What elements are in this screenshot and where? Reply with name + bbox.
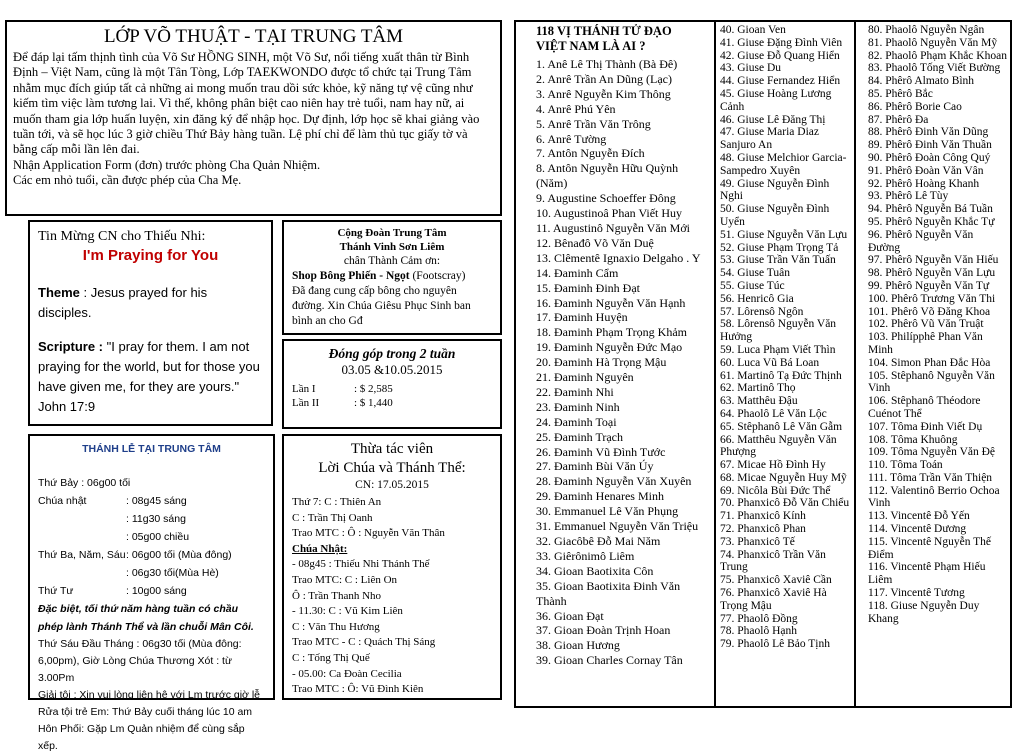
saint-item: 39. Gioan Charles Cornay Tân	[536, 653, 683, 668]
saint-item: 12. Bênađô Võ Văn Duệ	[536, 235, 654, 250]
donation-box	[282, 339, 502, 429]
minister-line: Thứ 7: C : Thiên An	[292, 496, 382, 508]
saint-item: 103. Philípphê Phan Văn Minh	[868, 331, 983, 356]
martial-arts-class-box	[5, 20, 502, 216]
saint-item: 108. Tôma Khuông	[868, 433, 958, 446]
class-parent-note: Các em nhỏ tuổi, cần được phép của Cha Mẹ.	[13, 173, 242, 188]
minister-line: - 05.00: Ca Đoàn Cecilia	[292, 667, 402, 680]
community-body: Đã đang cung cấp bông cho nguyên đường. Xin Chúa Giêsu Phục Sinh ban bình an cho Gđ	[292, 285, 471, 327]
saint-item: 21. Đaminh Nguyên	[536, 370, 634, 385]
saint-item: 111. Tôma Trần Văn Thiện	[868, 471, 993, 484]
saint-item: 1. Anê Lê Thị Thành (Bà Đê)	[536, 57, 678, 71]
kids-scripture	[38, 337, 263, 417]
saint-item: 73. Phanxicô Tế	[720, 535, 795, 548]
class-application-note: Nhận Application Form (đơn) trước phòng Cha Quản Nhiệm.	[13, 157, 321, 172]
saint-item: 72. Phanxicô Phan	[720, 523, 806, 536]
saint-item: 112. Valentinô Berrio Ochoa Vinh	[868, 484, 1000, 510]
saint-item: 85. Phêrô Bắc	[868, 87, 933, 100]
minister-line: - 08g45 : Thiếu Nhi Thánh Thể	[292, 558, 430, 571]
kids-title: I'm Praying for You	[82, 247, 219, 264]
shop-line	[292, 269, 492, 284]
saint-item: 56. Henricô Gia	[720, 292, 794, 305]
saint-item: 83. Phaolô Tống Viết Bường	[868, 62, 1001, 75]
minister-line: Trao MTC: C : Liên On	[292, 573, 398, 586]
saint-item: 60. Luca Vũ Bá Loan	[720, 356, 820, 369]
saint-item: 86. Phêrô Borie Cao	[868, 100, 962, 113]
saint-item: 37. Gioan Đoàn Trịnh Hoan	[536, 623, 671, 638]
saint-item: 106. Stêphanô Théodore Cuénot Thể	[868, 395, 981, 420]
saint-item: 76. Phanxicô Xaviê Hà Trọng Mậu	[720, 587, 827, 612]
ministers-title1: Thừa tác viên	[350, 441, 434, 457]
saint-item: 14. Đaminh Cẩm	[536, 265, 619, 280]
saints-col3	[856, 22, 1010, 706]
saint-item: 4. Anrê Phú Yên	[536, 101, 616, 116]
saint-item: 61. Martinô Tạ Đức Thịnh	[720, 369, 842, 382]
saint-item: 65. Stêphanô Lê Văn Gẫm	[720, 420, 843, 433]
donation-row	[292, 396, 492, 410]
saint-item: 23. Đaminh Ninh	[536, 399, 620, 414]
ministers-box	[282, 434, 502, 700]
saint-item: 34. Gioan Baotixita Côn	[536, 563, 654, 578]
saint-item: 84. Phêrô Almato Bình	[868, 75, 975, 88]
saint-item: 80. Phaolô Nguyễn Ngân	[868, 24, 985, 36]
mass-schedule-box	[28, 434, 275, 752]
saint-item: 118. Giuse Nguyễn Duy Khang	[868, 599, 980, 625]
saint-item: 100. Phêrô Trương Văn Thi	[868, 292, 996, 305]
saint-item: 24. Đaminh Toại	[536, 414, 617, 429]
saint-item: 81. Phaolô Nguyễn Văn Mỹ	[868, 36, 998, 49]
saints-title1: 118 VỊ THÁNH TỬ ĐẠO	[536, 24, 672, 38]
saint-item: 68. Micae Nguyễn Huy Mỹ	[720, 471, 847, 484]
saint-item: 41. Giuse Đặng Đình Viên	[720, 36, 843, 49]
saint-item: 79. Phaolô Lê Bảo Tịnh	[720, 638, 830, 651]
saint-item: 27. Đaminh Bùi Văn Úy	[536, 459, 654, 474]
donation-label: Lần I	[292, 383, 316, 395]
saint-item: 90. Phêrô Đoàn Công Quý	[868, 151, 991, 164]
saint-item: 105. Stêphanô Nguyễn Văn Vinh	[868, 369, 995, 395]
saint-item: 89. Phêrô Đinh Văn Thuần	[868, 139, 992, 152]
saint-item: 31. Emmanuel Nguyễn Văn Triệu	[536, 519, 699, 534]
saint-item: 116. Vincentê Phạm Hiếu Liêm	[868, 561, 986, 587]
ministers-lines	[292, 495, 492, 698]
saint-item: 117. Vincentê Tương	[868, 587, 965, 600]
saint-item: 10. Augustinoâ Phan Viết Huy	[536, 206, 683, 221]
shop-name: Shop Bông Phiến - Ngọt	[292, 270, 410, 282]
saint-item: 20. Đaminh Hà Trọng Mậu	[536, 355, 667, 370]
class-title: LỚP VÕ THUẬT - TẠI TRUNG TÂM	[103, 26, 404, 47]
minister-line: - 11.30: C : Vũ Kim Liên	[292, 605, 403, 618]
saint-item: 54. Giuse Tuân	[720, 267, 790, 280]
saint-item: 95. Phêrô Nguyễn Khắc Tự	[868, 215, 995, 228]
mass-extra-line: Hôn Phối: Gặp Lm Quản nhiệm để cùng sắp xếp.	[38, 723, 245, 752]
mass-day: Thứ Ba, Năm, Sáu	[38, 549, 126, 561]
mass-time: : 06g30 tối(Mùa Hè)	[126, 567, 219, 579]
saints-box	[514, 20, 1012, 708]
theme-label: Theme	[38, 285, 80, 300]
saint-item: 104. Simon Phan Đắc Hòa	[868, 356, 991, 369]
mass-day	[38, 528, 126, 546]
saint-item: 44. Giuse Fernandez Hiển	[720, 75, 841, 88]
saint-item: 115. Vincentê Nguyễn Thế Điểm	[868, 535, 992, 561]
saint-item: 74. Phanxicô Trần Văn Trung	[720, 548, 826, 574]
saint-item: 35. Gioan Baotixita Đinh Văn Thành	[536, 578, 681, 608]
mass-time-row	[38, 582, 265, 600]
saint-item: 52. Giuse Phạm Trọng Tả	[720, 241, 839, 254]
saint-item: 110. Tôma Toán	[868, 459, 943, 472]
mass-time: : 10g00 sáng	[126, 585, 187, 597]
saint-item: 22. Đaminh Nhi	[536, 384, 614, 399]
saint-item: 46. Giuse Lê Đăng Thị	[720, 113, 826, 126]
minister-line: Trao MTC : Ô : Nguyễn Văn Thân	[292, 527, 445, 540]
saint-item: 40. Gioan Ven	[720, 24, 786, 36]
minister-line: Trao MTC : Ô: Vũ Đình Kiên	[292, 683, 424, 696]
ministers-date: CN: 17.05.2015	[355, 479, 429, 491]
saint-item: 43. Giuse Du	[720, 62, 782, 75]
saints-list-1	[536, 57, 710, 668]
community-line2: Thánh Vinh Sơn Liêm	[339, 241, 445, 253]
saints-title2: VIỆT NAM LÀ AI ?	[536, 39, 646, 53]
saint-item: 102. Phêrô Vũ Văn Truật	[868, 318, 984, 331]
mass-time: : 06g00 tối (Mùa đông)	[126, 549, 232, 561]
minister-line: C : Văn Thu Hương	[292, 620, 380, 633]
saint-item: 78. Phaolô Hạnh	[720, 625, 797, 638]
mass-time-row	[38, 528, 265, 546]
community-thanks-box	[282, 220, 502, 335]
saint-item: 94. Phêrô Nguyễn Bá Tuần	[868, 203, 993, 216]
saint-item: 36. Gioan Đạt	[536, 608, 604, 623]
saint-item: 26. Đaminh Vũ Đình Tước	[536, 444, 666, 459]
saint-item: 28. Đaminh Nguyễn Văn Xuyên	[536, 474, 692, 489]
donation-value: : $ 2,585	[354, 383, 393, 395]
mass-time-row	[38, 474, 265, 492]
saint-item: 30. Emmanuel Lê Văn Phụng	[536, 504, 679, 519]
saint-item: 62. Martinô Thọ	[720, 382, 796, 395]
saint-item: 18. Đaminh Phạm Trọng Khảm	[536, 325, 688, 340]
saint-item: 91. Phêrô Đoàn Văn Vân	[868, 164, 984, 177]
saint-item: 59. Luca Phạm Viết Thìn	[720, 343, 836, 356]
minister-line: Ô : Trần Thanh Nho	[292, 589, 382, 602]
minister-line: C : Tống Thị Quế	[292, 651, 370, 664]
saint-item: 9. Augustine Schoeffer Đông	[536, 191, 676, 206]
saint-item: 38. Gioan Hương	[536, 638, 620, 653]
minister-line: Chúa Nhật:	[292, 542, 348, 555]
saint-item: 32. Giacôbê Đỗ Mai Năm	[536, 534, 661, 548]
mass-time: : 05g00 chiều	[126, 531, 190, 543]
saint-item: 6. Anrê Tường	[536, 131, 607, 146]
mass-day: Thứ Bảy : 06g00 tối	[38, 477, 131, 489]
saint-item: 13. Clêmentê Ignaxio Delgaho . Y	[536, 250, 701, 265]
mass-day	[38, 510, 126, 528]
saint-item: 113. Vincentê Đỗ Yến	[868, 510, 970, 523]
mass-day: Chúa nhật	[38, 495, 87, 507]
saint-item: 3. Anrê Nguyễn Kim Thông	[536, 86, 671, 101]
mass-title: THÁNH LỄ TẠI TRUNG TÂM	[82, 443, 221, 455]
mass-time-row	[38, 564, 265, 582]
saints-list-2	[720, 24, 851, 651]
theme-text: : Jesus prayed for his disciples.	[38, 285, 208, 320]
mass-time: : 08g45 sáng	[126, 495, 187, 507]
saint-item: 87. Phêrô Đa	[868, 113, 929, 126]
shop-location: (Footscray)	[409, 270, 466, 282]
scripture-text: "I pray for them. I am not praying for the world, but for those you have given me, for they are yours." John 17:9	[38, 339, 260, 414]
mass-extra-line: Giải tội : Xin vui lòng liên hệ với Lm trước giờ lễ	[38, 689, 261, 701]
saint-item: 47. Giuse Maria Diaz Sanjuro An	[720, 126, 819, 152]
community-line1: Cộng Đoàn Trung Tâm	[337, 227, 447, 239]
saint-item: 50. Giuse Nguyễn Đình Uyển	[720, 203, 830, 228]
donation-title: Đóng góp trong 2 tuần	[328, 346, 456, 361]
saint-item: 63. Matthêu Đậu	[720, 395, 798, 408]
saint-item: 57. Lôrensô Ngôn	[720, 305, 804, 318]
donation-label: Lần II	[292, 397, 320, 409]
mass-extra-line: Rửa tội trẻ Em: Thứ Bảy cuối tháng lúc 10 am	[38, 706, 253, 718]
saint-item: 55. Giuse Túc	[720, 279, 785, 292]
saint-item: 33. Giêrônimô Liêm	[536, 548, 635, 563]
saint-item: 16. Đaminh Nguyễn Văn Hạnh	[536, 295, 686, 310]
donation-dates: 03.05 &10.05.2015	[341, 362, 443, 377]
saint-item: 99. Phêrô Nguyễn Văn Tự	[868, 279, 990, 292]
saint-item: 45. Giuse Hoàng Lương Cảnh	[720, 87, 832, 113]
saint-item: 25. Đaminh Trạch	[536, 429, 623, 444]
saint-item: 93. Phêrô Lê Tùy	[868, 190, 949, 203]
saint-item: 66. Matthêu Nguyễn Văn Phượng	[720, 433, 837, 459]
donation-rows	[292, 382, 492, 410]
saint-item: 70. Phanxicô Đỗ Văn Chiểu	[720, 497, 850, 510]
saint-item: 71. Phanxicô Kính	[720, 510, 806, 523]
mass-time-row	[38, 546, 265, 564]
saint-item: 19. Đaminh Nguyễn Đức Mạo	[536, 340, 683, 355]
saint-item: 64. Phaolô Lê Văn Lộc	[720, 407, 827, 420]
saint-item: 75. Phanxicô Xaviê Cần	[720, 574, 832, 587]
saint-item: 48. Giuse Melchior Garcia-Sampedro Xuyên	[720, 151, 847, 177]
mass-day: Thứ Tư	[38, 585, 74, 597]
saint-item: 97. Phêrô Nguyễn Văn Hiếu	[868, 254, 999, 267]
saint-item: 98. Phêrô Nguyễn Văn Lựu	[868, 267, 996, 280]
mass-extra	[38, 636, 265, 755]
saint-item: 92. Phêrô Hoàng Khanh	[868, 177, 980, 190]
saint-item: 82. Phaolô Phạm Khắc Khoan	[868, 49, 1007, 62]
saints-list-3	[868, 24, 1007, 625]
mass-day	[38, 564, 126, 582]
mass-extra-line: Thứ Sáu Đầu Tháng : 06g30 tối (Mùa đông: 6,00pm), Giờ Lòng Chúa Thương Xót : từ 3.00Pm	[38, 638, 242, 684]
saint-item: 58. Lôrensô Nguyễn Văn Hưởng	[720, 318, 837, 344]
saint-item: 51. Giuse Nguyễn Văn Lựu	[720, 228, 848, 241]
community-line3: chân Thành Cảm ơn:	[343, 255, 441, 267]
saints-col2	[716, 22, 856, 706]
kids-heading: Tin Mừng CN cho Thiếu Nhi:	[38, 229, 206, 244]
saint-item: 49. Giuse Nguyễn Đình Nghi	[720, 177, 830, 203]
saint-item: 77. Phaolô Đồng	[720, 612, 798, 625]
saint-item: 2. Anrê Trần An Dũng (Lạc)	[536, 71, 672, 86]
mass-time-row	[38, 510, 265, 528]
mass-time: : 11g30 sáng	[126, 513, 186, 525]
kids-theme	[38, 283, 263, 323]
saints-col1	[516, 22, 716, 706]
mass-adoration: Đặc biệt, tối thứ năm hàng tuần có chầu phép lành Thánh Thể và lần chuỗi Mân Côi.	[38, 603, 254, 633]
saint-item: 53. Giuse Trần Văn Tuấn	[720, 254, 836, 267]
saint-item: 88. Phêrô Đinh Văn Dũng	[868, 126, 989, 139]
saint-item: 101. Phêrô Võ Đăng Khoa	[868, 305, 991, 318]
scripture-label: Scripture :	[38, 339, 104, 354]
saint-item: 109. Tôma Nguyễn Văn Đệ	[868, 446, 996, 459]
class-body: Để đáp lại tấm thịnh tình của Võ Sư HỒNG SINH, một Võ Sư, nổi tiếng xuất thân từ Bình Định – Việt Nam, cũng là một Tân Tòng, Lớp TAEKWONDO được tổ chức tại Trung Tâm nhằm mục đích giúp tất cả những ai mong muốn trau dồi sức khỏe, kỹ năng tự vệ cũng như kiếm tìm việc làm tương lai. Vì thế, không phân biệt cao niên hay trẻ tuổi, nam hay nữ, ai muốn tham gia lớp huấn luyện, xin đăng ký để nhập học. Dự định, lớp học sẽ khai giảng vào tuần tới, và sẽ học lúc 3 giờ chiều Thứ Bảy hàng tuần. Lệ phí chỉ để làm thủ tục giấy tờ và bằng cấp mỗi lần lên đai.	[13, 50, 480, 157]
saint-item: 29. Đaminh Henares Minh	[536, 489, 664, 504]
saint-item: 15. Đaminh Đinh Đạt	[536, 280, 640, 295]
mass-lines	[38, 474, 265, 600]
saint-item: 5. Anrê Trần Văn Trông	[536, 116, 651, 131]
donation-value: : $ 1,440	[354, 397, 393, 409]
kids-gospel-box	[28, 220, 273, 426]
saint-item: 67. Micae Hồ Đình Hy	[720, 459, 826, 472]
ministers-title2: Lời Chúa và Thánh Thể:	[318, 460, 466, 476]
donation-row	[292, 382, 492, 396]
saint-item: 96. Phêrô Nguyễn Văn Đường	[868, 228, 974, 254]
saint-item: 8. Antôn Nguyễn Hữu Quỳnh (Năm)	[536, 161, 679, 191]
minister-line: C : Trần Thị Oanh	[292, 511, 373, 524]
saint-item: 11. Augustinô Nguyễn Văn Mới	[536, 220, 691, 235]
saint-item: 107. Tôma Đinh Viết Dụ	[868, 420, 983, 433]
saint-item: 69. Nicôla Bùi Đức Thể	[720, 484, 831, 497]
saint-item: 17. Đaminh Huyện	[536, 310, 628, 325]
mass-time-row	[38, 492, 265, 510]
saint-item: 42. Giuse Đỗ Quang Hiển	[720, 49, 840, 62]
saint-item: 114. Vincentê Dương	[868, 523, 967, 536]
saint-item: 7. Antôn Nguyễn Đích	[536, 146, 645, 161]
minister-line: Trao MTC - C : Quách Thị Sáng	[292, 636, 436, 649]
